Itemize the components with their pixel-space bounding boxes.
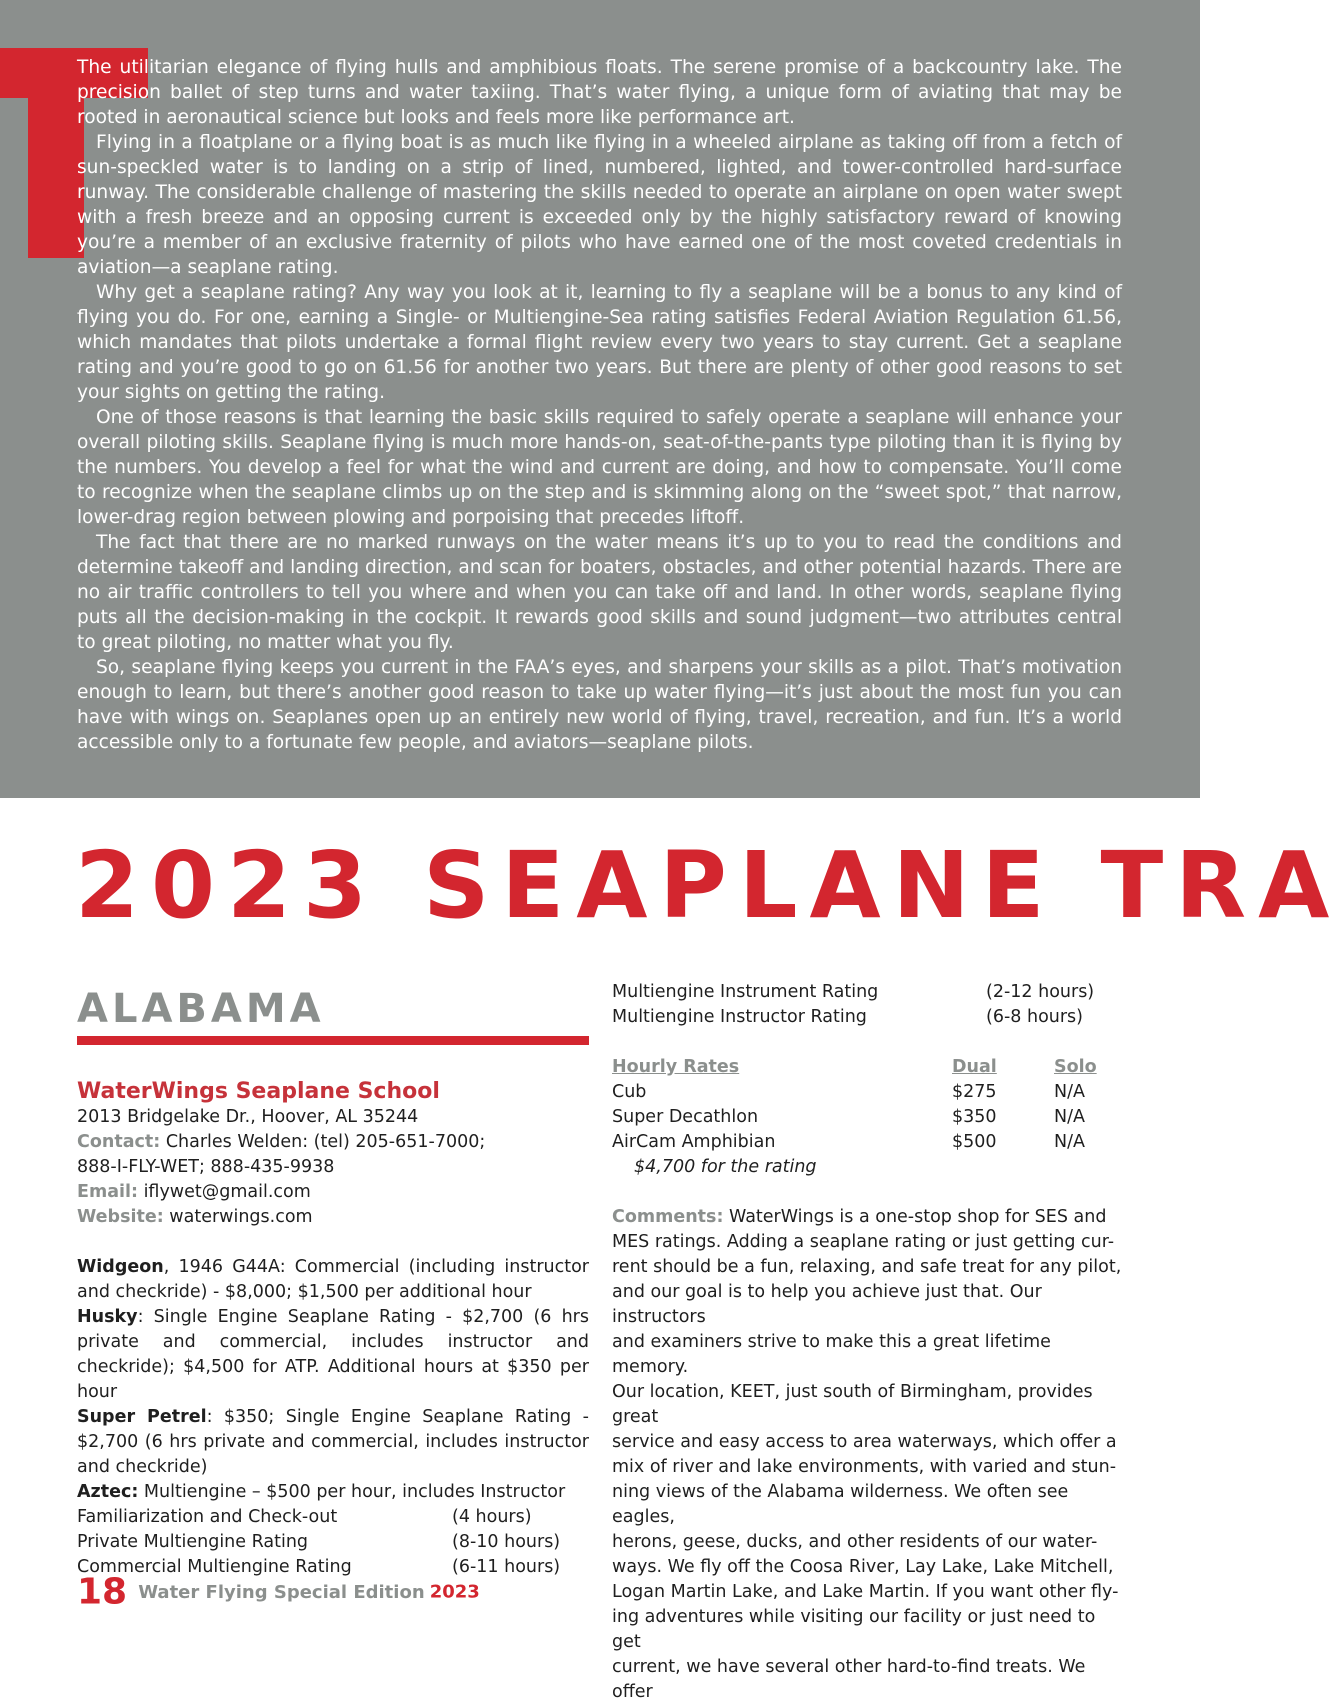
rates-header-name: Hourly Rates bbox=[612, 1057, 740, 1077]
multiengine-hours: (2-12 hours) bbox=[986, 982, 1095, 1002]
rating-price-note: $4,700 for the rating bbox=[634, 1157, 817, 1177]
rates-header bbox=[612, 1055, 1127, 1080]
comments-label: Comments: bbox=[612, 1207, 724, 1227]
comments-text: WaterWings is a one-stop shop for SES and bbox=[723, 1207, 1107, 1227]
rate-aircraft: Super Decathlon bbox=[612, 1107, 759, 1127]
aircraft-text: Multiengine – $500 per hour, includes Instructor bbox=[138, 1482, 566, 1502]
publication-year: 2023 bbox=[429, 1581, 480, 1603]
multiengine-row bbox=[77, 1530, 589, 1555]
state-title: ALABAMA bbox=[77, 986, 325, 1032]
aircraft-entry bbox=[77, 1405, 589, 1480]
comments-line: herons, geese, ducks, and other residents of our water- bbox=[612, 1532, 1098, 1552]
intro-paragraph: Why get a seaplane rating? Any way you look at it, learning to fly a seaplane will be a bonus to any kind of flying you do. For one, earning a Single- or Multiengine-Sea rating satisfies Federal Aviation Regulation 61.56, which mandates that pilots undertake a formal flight review every two years to stay current. Get a seaplane rating and you’re good to go on 61.56 for another two years. But there are plenty of other good reasons to set your sights on getting the rating. bbox=[77, 282, 1122, 403]
spacer bbox=[612, 1180, 1127, 1205]
comments-line: Logan Martin Lake, and Lake Martin. If you want other fly- bbox=[612, 1582, 1119, 1602]
multiengine-hours: (4 hours) bbox=[452, 1507, 532, 1527]
aircraft-text: , 1946 G44A: Commercial (including instructor and checkride) - $8,000; $1,500 per additional hour bbox=[77, 1257, 589, 1302]
comments-line: ning views of the Alabama wilderness. We often see eagles, bbox=[612, 1482, 1069, 1527]
multiengine-hours: (8-10 hours) bbox=[452, 1532, 561, 1552]
multiengine-item: Multiengine Instructor Rating bbox=[612, 1007, 867, 1027]
rate-row bbox=[612, 1130, 1127, 1155]
multiengine-hours: (6-8 hours) bbox=[986, 1007, 1084, 1027]
comments-line: and examiners strive to make this a great lifetime memory. bbox=[612, 1332, 1051, 1377]
intro-paragraph: One of those reasons is that learning the basic skills required to safely operate a seaplane will enhance your overall piloting skills. Seaplane flying is much more hands-on, seat-of-the-pants type piloting than it is flying by the numbers. You develop a feel for what the wind and current are doing, and how to compensate. You’ll come to recognize when the seaplane climbs up on the step and is skimming along on the “sweet spot,” that narrow, lower-drag region between plowing and porpoising that precedes liftoff. bbox=[77, 407, 1122, 528]
school-address: 2013 Bridgelake Dr., Hoover, AL 35244 bbox=[77, 1107, 419, 1127]
multiengine-item: Commercial Multiengine Rating bbox=[77, 1557, 352, 1577]
school-details bbox=[77, 1105, 589, 1580]
aircraft-entry bbox=[77, 1255, 589, 1305]
spacer bbox=[612, 1030, 1127, 1055]
intro-paragraph: The fact that there are no marked runways on the water means it’s up to you to read the conditions and determine takeoff and landing direction, and scan for boaters, obstacles, and other potential hazards. There are no air traffic controllers to tell you where and when you can take off and land. In other words, seaplane flying puts all the decision-making in the cockpit. It rewards good skills and sound judgment—two attributes central to great piloting, no matter what you fly. bbox=[77, 532, 1122, 653]
comments-line: ing adventures while visiting our facility or just need to get bbox=[612, 1607, 1096, 1652]
rate-dual: $350 bbox=[952, 1107, 997, 1127]
contact-phone: 888-I-FLY-WET; 888-435-9938 bbox=[77, 1157, 335, 1177]
comments-line: service and easy access to area waterways, which offer a bbox=[612, 1432, 1117, 1452]
comments-line: and our goal is to help you achieve just that. Our instructors bbox=[612, 1282, 1042, 1327]
aircraft-name: Super Petrel bbox=[77, 1407, 207, 1427]
rate-dual: $500 bbox=[952, 1132, 997, 1152]
rate-solo: N/A bbox=[1054, 1132, 1085, 1152]
comments-line: ways. We fly off the Coosa River, Lay Lake, Lake Mitchell, bbox=[612, 1557, 1114, 1577]
aircraft-entry bbox=[77, 1305, 589, 1405]
aircraft-name: Aztec: bbox=[77, 1482, 139, 1502]
multiengine-item: Familiarization and Check-out bbox=[77, 1507, 338, 1527]
comments-line: mix of river and lake environments, with varied and stun- bbox=[612, 1457, 1117, 1477]
contact-value: Charles Welden: (tel) 205-651-7000; bbox=[160, 1132, 486, 1152]
drop-cap-stem bbox=[28, 48, 84, 258]
rate-dual: $275 bbox=[952, 1082, 997, 1102]
comments-line: Our location, KEET, just south of Birmingham, provides great bbox=[612, 1382, 1093, 1427]
rate-row bbox=[612, 1105, 1127, 1130]
aircraft-entry bbox=[77, 1480, 589, 1505]
intro-paragraph: Flying in a floatplane or a flying boat is as much like flying in a wheeled airplane as taking off from a fetch of sun-speckled water is to landing on a strip of lined, numbered, lighted, and tower-controlled hard-surface runway. The considerable challenge of mastering the skills needed to operate an airplane on open water swept with a fresh breeze and an opposing current is exceeded only by the highly satisfactory reward of knowing you’re a member of an exclusive fraternity of pilots who have earned one of the most coveted credentials in aviation—a seaplane rating. bbox=[77, 132, 1122, 278]
page-number: 18 bbox=[77, 1571, 128, 1613]
publication-name: Water Flying Special Edition bbox=[138, 1581, 425, 1603]
page-footer bbox=[77, 1572, 480, 1613]
email-label: Email: bbox=[77, 1182, 138, 1202]
contact-label: Contact: bbox=[77, 1132, 161, 1152]
comments-line: current, we have several other hard-to-find treats. We offer bbox=[612, 1657, 1086, 1702]
comments-block bbox=[612, 1205, 1127, 1705]
multiengine-hours: (6-11 hours) bbox=[452, 1557, 561, 1577]
comments-line: MES ratings. Adding a seaplane rating or just getting cur- bbox=[612, 1232, 1115, 1252]
rate-solo: N/A bbox=[1054, 1107, 1085, 1127]
multiengine-row bbox=[612, 980, 1127, 1005]
school-name: WaterWings Seaplane School bbox=[77, 1079, 440, 1104]
rate-aircraft: AirCam Amphibian bbox=[612, 1132, 776, 1152]
intro-text bbox=[77, 55, 1122, 755]
spacer bbox=[77, 1230, 589, 1255]
email-value[interactable]: iflywet@gmail.com bbox=[138, 1182, 311, 1202]
aircraft-text: : $350; Single Engine Seaplane Rating - $2,700 (6 hrs private and commercial, includes instructor and checkride) bbox=[77, 1407, 589, 1477]
website-label: Website: bbox=[77, 1207, 164, 1227]
comments-line: rent should be a fun, relaxing, and safe treat for any pilot, bbox=[612, 1257, 1122, 1277]
contact-line bbox=[77, 1130, 589, 1155]
intro-panel bbox=[0, 0, 1200, 798]
aircraft-name: Husky bbox=[77, 1307, 138, 1327]
rate-aircraft: Cub bbox=[612, 1082, 647, 1102]
multiengine-row bbox=[77, 1505, 589, 1530]
rate-solo: N/A bbox=[1054, 1082, 1085, 1102]
aircraft-text: : Single Engine Seaplane Rating - $2,700 (6 hrs private and commercial, includes instructor and checkride); $4,500 for ATP. Additional hours at $350 per hour bbox=[77, 1307, 589, 1402]
multiengine-item: Private Multiengine Rating bbox=[77, 1532, 309, 1552]
page-headline: 2023 SEAPLANE TRA bbox=[75, 832, 1341, 939]
intro-paragraph: So, seaplane flying keeps you current in the FAA’s eyes, and sharpens your skills as a pilot. That’s motivation enough to learn, but there’s another good reason to take up water flying—it’s just about the most fun you can have with wings on. Seaplanes open up an entirely new world of flying, travel, recreation, and fun. It’s a world accessible only to a fortunate few people, and aviators—seaplane pilots. bbox=[77, 657, 1122, 753]
email-line bbox=[77, 1180, 589, 1205]
website-line bbox=[77, 1205, 589, 1230]
rate-row bbox=[612, 1080, 1127, 1105]
comments-line bbox=[612, 1205, 1127, 1230]
website-value[interactable]: waterwings.com bbox=[163, 1207, 313, 1227]
rates-header-dual: Dual bbox=[952, 1057, 997, 1077]
aircraft-name: Widgeon bbox=[77, 1257, 164, 1277]
multiengine-row bbox=[612, 1005, 1127, 1030]
multiengine-item: Multiengine Instrument Rating bbox=[612, 982, 879, 1002]
rates-header-solo: Solo bbox=[1054, 1057, 1097, 1077]
state-divider bbox=[77, 1036, 589, 1045]
school-details-continued bbox=[612, 980, 1127, 1705]
intro-paragraph: The utilitarian elegance of flying hulls and amphibious floats. The serene promise of a backcountry lake. The precision ballet of step turns and water taxiing. That’s water flying, a unique form of aviating that may be rooted in aeronautical science but looks and feels more like performance art. bbox=[77, 57, 1122, 128]
